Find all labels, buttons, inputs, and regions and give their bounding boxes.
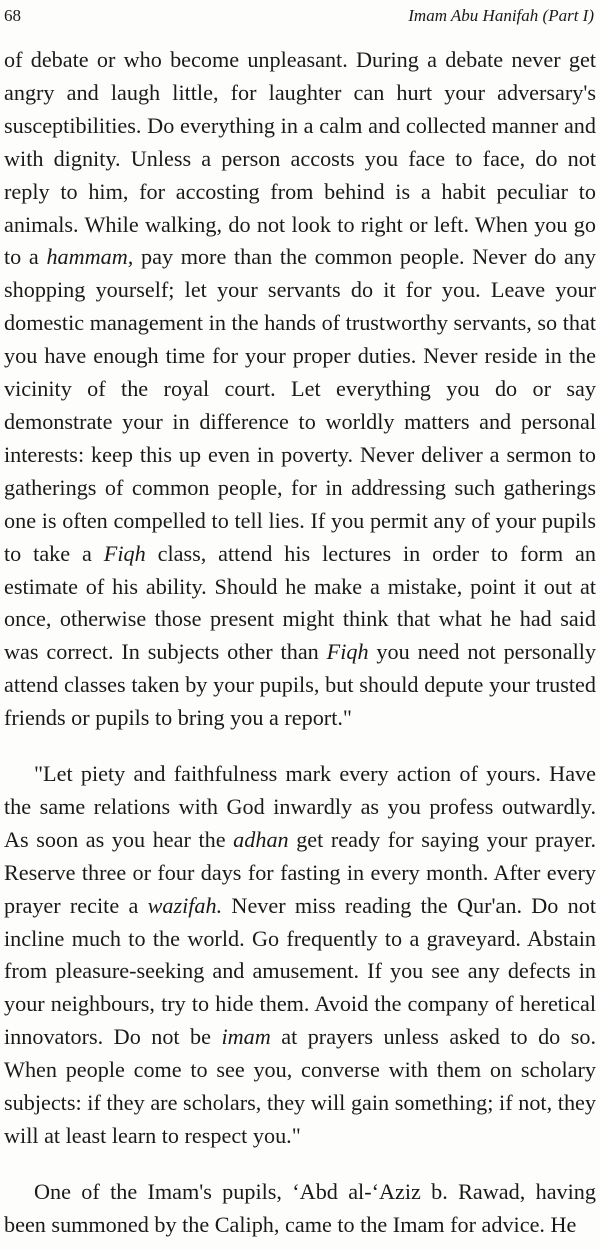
text-segment: Never miss reading the Qur'an. Do not incline much to the world. Go frequently to a graveyard. Abstain from pleasure-seeking and amusement. If you see any defects in your neighbours, try to hide them. Avoid the company of heretical innovators. Do not be (4, 892, 596, 1050)
running-head: Imam Abu Hanifah (Part I) (408, 6, 594, 25)
page-number: 68 (4, 6, 21, 25)
paragraph-piety (4, 758, 596, 1153)
italic-term-fiqh: Fiqh (103, 540, 146, 566)
text-segment: class, attend his lectures in order to form an estimate of his ability. Should he make a mistake, point it out at once, otherwise those present might think that what he had said was correct. In subjects other than (4, 540, 597, 665)
italic-term-adhan: adhan (233, 826, 289, 852)
text-segment: you need not personally attend classes taken by your pupils, but should depute your trusted friends or pupils to bring you a report." (4, 639, 596, 731)
italic-term-wazifah: wazifah. (147, 892, 223, 918)
text-segment: get ready for saying your prayer. Reserve three or four days for fasting in every month. After every prayer recite a (4, 826, 596, 918)
body-text (4, 44, 596, 1242)
page-header (4, 6, 594, 28)
text-segment: of debate or who become unpleasant. During a debate never get angry and laugh little, for laughter can hurt your adversary's susceptibilities. Do everything in a calm and collected manner and with dignity. Unless a person accosts you face to face, do not reply to him, for accosting from behind is a habit peculiar to animals. While walking, do not look to right or left. When you go to a (4, 47, 596, 270)
text-segment: One of the Imam's pupils, ‘Abd al-‘Aziz b. Rawad, having been summoned by the Caliph, came to the Imam for advice. He (4, 1178, 596, 1237)
paragraph-advice-conduct (4, 44, 596, 735)
text-segment: pay more than the common people. Never do any shopping yourself; let your servants do it for you. Leave your domestic management in the hands of trustworthy servants, so that you have enough time for your proper duties. Never reside in the vicinity of the royal court. Let everything you do or say demonstrate your in difference to worldly matters and personal interests: keep this up even in poverty. Never deliver a sermon to gatherings of common people, for in addressing such gatherings one is often compelled to tell lies. If you permit any of your pupils to take a (4, 244, 597, 566)
text-segment: "Let piety and faithfulness mark every action of yours. Have the same relations with God inwardly as you profess outwardly. As soon as you hear the (4, 761, 596, 852)
text-segment: at prayers unless asked to do so. When people come to see you, converse with them on scholary subjects: if they are scholars, they will gain something; if not, they will at least learn to respect you." (4, 1024, 596, 1148)
italic-term-imam: imam (221, 1024, 271, 1050)
italic-term-hammam: hammam, (46, 244, 134, 270)
italic-term-fiqh: Fiqh (326, 639, 369, 665)
paragraph-pupil-advice (4, 1176, 596, 1242)
